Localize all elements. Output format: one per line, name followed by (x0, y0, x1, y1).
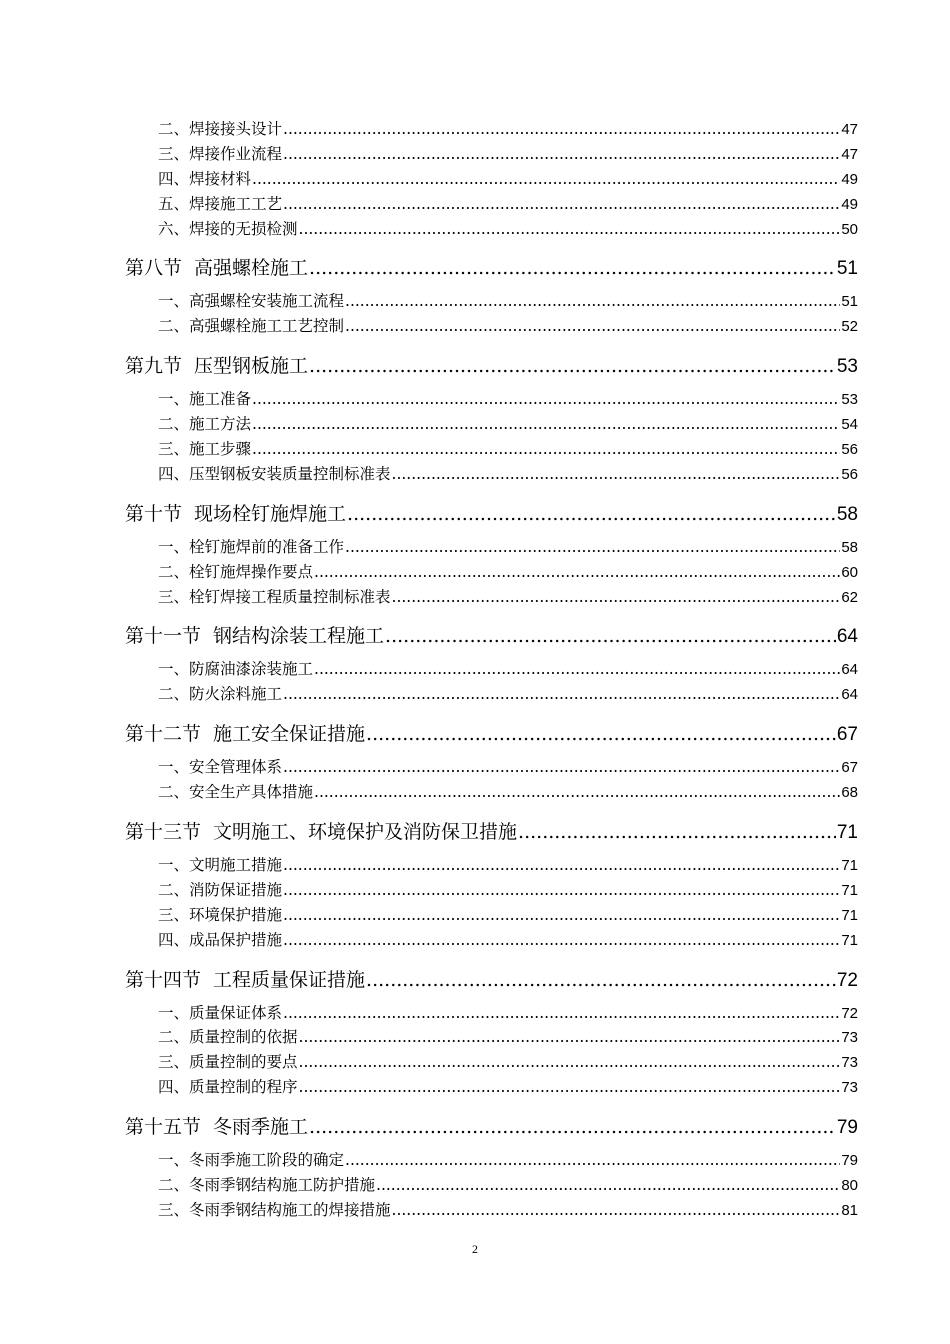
toc-entry-number: 一、 (158, 390, 190, 409)
toc-entry-number: 一、 (158, 856, 190, 875)
toc-entry-title: 高强螺栓安装施工流程 (189, 292, 345, 311)
toc-subsection-entry[interactable] (0, 217, 950, 242)
toc-entry-title: 文明施工、环境保护及消防保卫措施 (213, 821, 518, 844)
toc-entry-page: 64 (841, 661, 858, 679)
toc-entry-page: 47 (841, 121, 858, 138)
toc-subsection-entry[interactable] (0, 289, 950, 314)
toc-entry-page: 47 (841, 145, 858, 163)
toc-entry-number: 二、 (158, 685, 190, 704)
toc-entry-title: 防腐油漆涂装施工 (189, 660, 314, 679)
toc-entry-page: 62 (841, 588, 858, 606)
toc-subsection-entry[interactable] (0, 1001, 950, 1026)
toc-entry-page: 71 (841, 931, 858, 949)
dot-leader (385, 625, 836, 647)
toc-entry-number: 第十一节 (125, 625, 202, 648)
toc-entry-page: 51 (836, 258, 858, 280)
toc-subsection-entry[interactable] (0, 412, 950, 437)
toc-subsection-entry[interactable] (0, 117, 950, 142)
dot-leader (252, 170, 840, 188)
toc-entry-page: 79 (836, 1117, 858, 1139)
dot-leader (283, 931, 840, 949)
toc-entry-page: 72 (836, 969, 858, 991)
toc-entry-number: 二、 (158, 415, 190, 434)
toc-entry-number: 第十三节 (125, 821, 202, 844)
toc-entry-title: 施工安全保证措施 (213, 723, 366, 746)
toc-subsection-entry[interactable] (0, 1025, 950, 1050)
dot-leader (309, 1116, 836, 1138)
toc-entry-title: 压型钢板施工 (194, 355, 309, 378)
toc-entry-number: 三、 (158, 587, 190, 606)
toc-entry-title: 焊接的无损检测 (189, 219, 298, 238)
toc-entry-number: 一、 (158, 1151, 190, 1170)
toc-entry-page: 58 (841, 538, 858, 556)
toc-entry-title: 安全生产具体措施 (189, 783, 314, 802)
toc-entry-page: 53 (836, 356, 858, 378)
toc-subsection-entry[interactable] (0, 535, 950, 560)
toc-entry-title: 安全管理体系 (189, 758, 283, 777)
toc-entry-page: 72 (841, 1004, 858, 1022)
dot-leader (314, 660, 840, 678)
toc-entry-number: 第十二节 (125, 723, 202, 746)
toc-entry-page: 51 (841, 293, 858, 311)
toc-entry-number: 一、 (158, 758, 190, 777)
toc-entry-number: 第十五节 (125, 1116, 202, 1139)
toc-subsection-entry[interactable] (0, 1075, 950, 1100)
toc-entry-title: 施工准备 (189, 390, 252, 409)
toc-entry-title: 质量保证体系 (189, 1003, 283, 1022)
toc-subsection-entry[interactable] (0, 192, 950, 217)
toc-entry-number: 二、 (158, 120, 190, 138)
toc-subsection-entry[interactable] (0, 1173, 950, 1198)
toc-section-entry[interactable] (0, 253, 950, 280)
toc-entry-number: 第十节 (125, 502, 183, 525)
toc-entry-page: 71 (841, 857, 858, 875)
dot-leader (283, 685, 840, 703)
page-number: 2 (472, 1242, 478, 1256)
toc-subsection-entry[interactable] (0, 387, 950, 412)
dot-leader (252, 415, 840, 433)
toc-entry-title: 冬雨季钢结构施工防护措施 (189, 1176, 376, 1195)
dot-leader (314, 783, 840, 801)
dot-leader (314, 563, 840, 581)
toc-entry-number: 二、 (158, 317, 190, 336)
dot-leader (283, 758, 840, 776)
dot-leader (518, 821, 836, 843)
toc-entry-number: 二、 (158, 783, 190, 802)
toc-entry-page: 50 (841, 220, 858, 238)
toc-entry-page: 64 (836, 626, 858, 648)
dot-leader (345, 1151, 840, 1169)
toc-entry-title: 文明施工措施 (189, 856, 283, 875)
toc-entry-number: 四、 (158, 464, 190, 483)
toc-entry-page: 71 (836, 822, 858, 844)
toc-entry-number: 三、 (158, 1200, 190, 1219)
toc-entry-page: 49 (841, 170, 858, 188)
dot-leader (366, 969, 836, 991)
toc-entry-number: 三、 (158, 1053, 190, 1072)
toc-entry-number: 四、 (158, 1078, 190, 1097)
toc-subsection-entry[interactable] (0, 1148, 950, 1173)
toc-section-entry[interactable] (0, 1112, 950, 1139)
toc-entry-number: 一、 (158, 660, 190, 679)
toc-entry-number: 第九节 (125, 355, 183, 378)
toc-entry-number: 第八节 (125, 257, 183, 280)
toc-subsection-entry[interactable] (0, 1198, 950, 1223)
toc-entry-page: 73 (841, 1054, 858, 1072)
dot-leader (392, 1201, 841, 1219)
toc-entry-page: 73 (841, 1029, 858, 1047)
toc-entry-page: 81 (841, 1201, 858, 1219)
toc-entry-page: 58 (836, 503, 858, 525)
toc-section-entry[interactable] (0, 621, 950, 648)
toc-entry-page: 71 (841, 906, 858, 924)
toc-entry-page: 49 (841, 195, 858, 213)
toc-entry-page: 54 (841, 416, 858, 434)
toc-entry-number: 一、 (158, 537, 190, 556)
toc-entry-title: 压型钢板安装质量控制标准表 (189, 464, 391, 483)
dot-leader (283, 906, 840, 924)
toc-entry-number: 第十四节 (125, 968, 202, 991)
dot-leader (283, 856, 840, 874)
dot-leader (392, 588, 841, 606)
toc-entry-title: 现场栓钉施焊施工 (194, 502, 347, 525)
dot-leader (376, 1176, 840, 1194)
toc-entry-page: 71 (841, 881, 858, 899)
toc-entry-number: 三、 (158, 144, 190, 163)
toc-section-entry[interactable] (0, 719, 950, 746)
toc-entry-title: 冬雨季施工阶段的确定 (189, 1151, 345, 1170)
toc-entry-number: 五、 (158, 194, 190, 213)
dot-leader (299, 1053, 841, 1071)
dot-leader (299, 1028, 841, 1046)
dot-leader (309, 257, 836, 279)
dot-leader (283, 145, 840, 163)
toc-entry-title: 焊接材料 (189, 169, 252, 188)
toc-entry-page: 79 (841, 1152, 858, 1170)
toc-subsection-entry[interactable] (0, 928, 950, 953)
toc-entry-number: 六、 (158, 219, 190, 238)
toc-subsection-entry[interactable] (0, 903, 950, 928)
toc-entry-title: 防火涂料施工 (189, 685, 283, 704)
toc-section-entry[interactable] (0, 965, 950, 989)
toc-subsection-entry[interactable] (0, 878, 950, 903)
dot-leader (299, 1078, 841, 1096)
toc-entry-title: 焊接作业流程 (189, 144, 283, 163)
dot-leader (345, 538, 840, 556)
toc-subsection-entry[interactable] (0, 657, 950, 682)
toc-entry-title: 质量控制的要点 (189, 1053, 298, 1072)
toc-entry-title: 质量控制的程序 (189, 1078, 298, 1097)
toc-entry-number: 三、 (158, 440, 190, 459)
dot-leader (299, 220, 841, 238)
toc-section-entry[interactable] (0, 351, 950, 378)
toc-entry-number: 四、 (158, 930, 190, 949)
dot-leader (283, 120, 840, 138)
toc-entry-page: 56 (841, 441, 858, 459)
toc-entry-title: 消防保证措施 (189, 880, 283, 899)
dot-leader (252, 440, 840, 458)
table-of-contents (0, 117, 950, 1223)
toc-entry-title: 质量控制的依据 (189, 1028, 298, 1047)
toc-entry-title: 成品保护措施 (189, 930, 283, 949)
toc-entry-title: 高强螺栓施工 (194, 257, 309, 280)
toc-entry-page: 67 (836, 724, 858, 746)
toc-entry-number: 二、 (158, 880, 190, 899)
toc-subsection-entry[interactable] (0, 585, 950, 610)
dot-leader (283, 881, 840, 899)
toc-entry-number: 二、 (158, 562, 190, 581)
dot-leader (309, 355, 836, 377)
toc-subsection-entry[interactable] (0, 853, 950, 878)
toc-entry-page: 52 (841, 318, 858, 336)
toc-subsection-entry[interactable] (0, 780, 950, 805)
toc-entry-page: 67 (841, 759, 858, 777)
toc-subsection-entry[interactable] (0, 437, 950, 462)
toc-entry-title: 钢结构涂装工程施工 (213, 625, 385, 648)
dot-leader (347, 503, 836, 525)
toc-subsection-entry[interactable] (0, 167, 950, 192)
toc-subsection-entry[interactable] (0, 314, 950, 339)
toc-entry-title: 栓钉施焊操作要点 (189, 562, 314, 581)
toc-entry-title: 施工方法 (189, 415, 252, 434)
toc-entry-page: 56 (841, 465, 858, 483)
toc-entry-page: 80 (841, 1177, 858, 1195)
dot-leader (366, 723, 836, 745)
toc-entry-page: 60 (841, 563, 858, 581)
toc-entry-title: 冬雨季施工 (213, 1116, 309, 1139)
toc-entry-title: 焊接施工工艺 (189, 194, 283, 213)
toc-entry-title: 高强螺栓施工工艺控制 (189, 317, 345, 336)
dot-leader (345, 292, 840, 310)
toc-entry-title: 工程质量保证措施 (213, 968, 366, 991)
toc-entry-title: 焊接接头设计 (189, 120, 283, 138)
toc-entry-title: 冬雨季钢结构施工的焊接措施 (189, 1200, 391, 1219)
toc-entry-page: 73 (841, 1079, 858, 1097)
toc-entry-number: 一、 (158, 292, 190, 311)
dot-leader (392, 465, 841, 483)
toc-subsection-entry[interactable] (0, 560, 950, 585)
toc-subsection-entry[interactable] (0, 1050, 950, 1075)
toc-entry-number: 一、 (158, 1003, 190, 1022)
toc-entry-number: 四、 (158, 169, 190, 188)
toc-entry-number: 三、 (158, 905, 190, 924)
toc-entry-page: 68 (841, 784, 858, 802)
toc-subsection-entry[interactable] (0, 755, 950, 780)
toc-entry-title: 栓钉施焊前的准备工作 (189, 537, 345, 556)
dot-leader (283, 1004, 840, 1022)
toc-section-entry[interactable] (0, 499, 950, 523)
toc-section-entry[interactable] (0, 817, 950, 844)
toc-entry-number: 二、 (158, 1176, 190, 1195)
toc-entry-page: 64 (841, 686, 858, 704)
toc-entry-title: 施工步骤 (189, 440, 252, 459)
toc-subsection-entry[interactable] (0, 682, 950, 707)
toc-subsection-entry[interactable] (0, 462, 950, 487)
dot-leader (345, 317, 840, 335)
dot-leader (283, 195, 840, 213)
toc-entry-number: 二、 (158, 1028, 190, 1047)
toc-entry-page: 53 (841, 391, 858, 409)
toc-entry-title: 环境保护措施 (189, 905, 283, 924)
toc-subsection-entry[interactable] (0, 142, 950, 167)
toc-entry-title: 栓钉焊接工程质量控制标准表 (189, 587, 391, 606)
dot-leader (252, 390, 840, 408)
